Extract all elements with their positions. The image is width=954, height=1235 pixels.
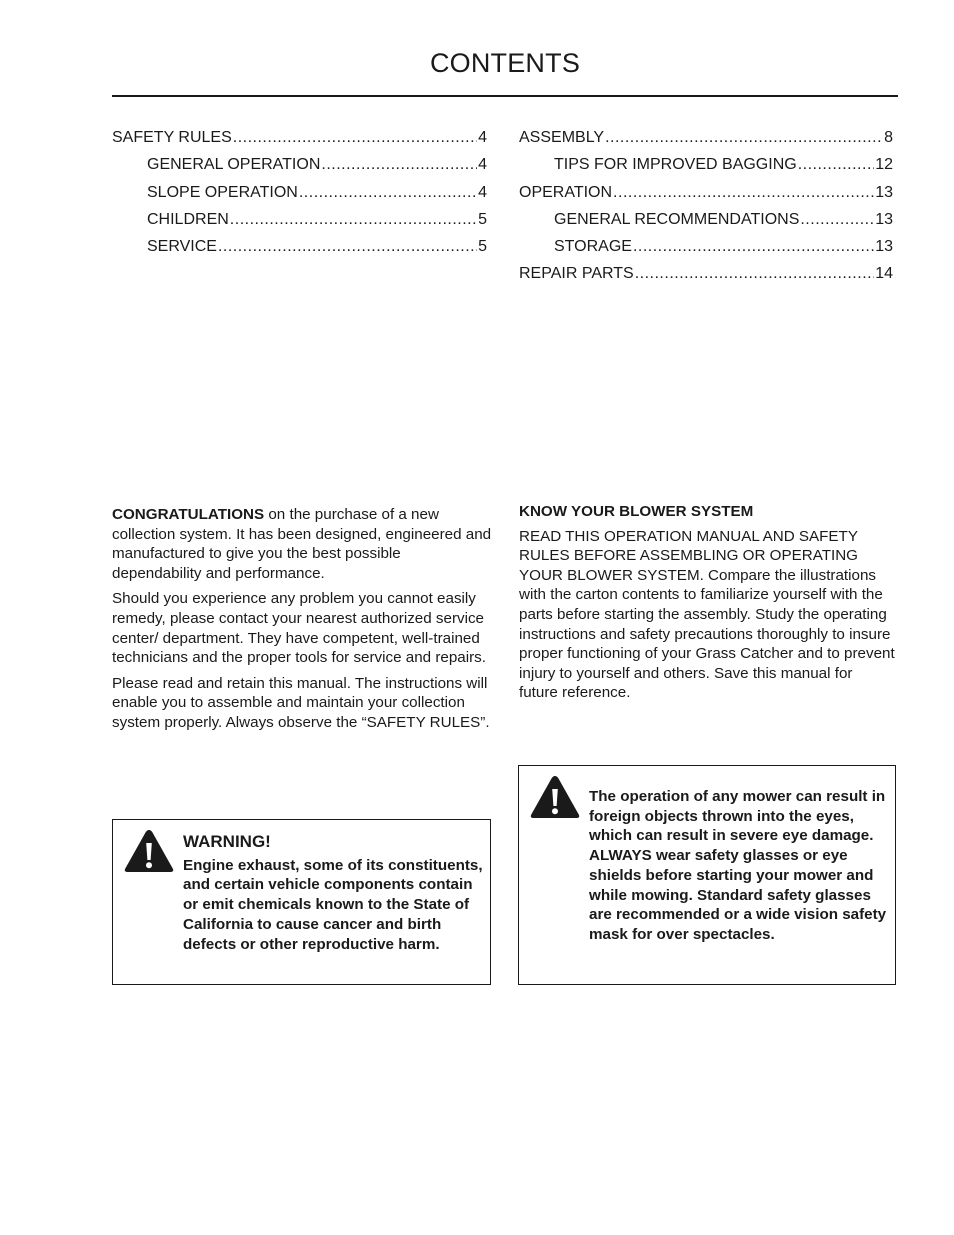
warning-box-exhaust bbox=[112, 819, 491, 985]
warning-text-block bbox=[183, 832, 483, 954]
know-paragraph: READ THIS OPERATION MANUAL AND SAFETY RULES BEFORE ASSEMBLING OR OPERATING YOUR BLOWER SYSTEM. Compare the illustrations with the carton contents to familiarize yourself with the parts before starting the assembly. Study the operating instructions and safety precautions thoroughly to insure proper functioning of your Grass Catcher and to prevent injury to yourself and others. Save this manual for future reference. bbox=[519, 527, 895, 702]
toc-leader-dots bbox=[635, 265, 875, 283]
warning-triangle-icon bbox=[529, 774, 581, 825]
toc-leader-dots bbox=[798, 156, 875, 174]
toc-leader-dots bbox=[605, 129, 883, 147]
toc-entry-label: GENERAL RECOMMENDATIONS bbox=[554, 210, 800, 228]
toc-leader-dots bbox=[613, 184, 874, 202]
toc-entry-label: STORAGE bbox=[554, 238, 632, 256]
toc-entry-label: GENERAL OPERATION bbox=[147, 156, 321, 174]
toc-right-column bbox=[519, 129, 893, 293]
toc-entry[interactable] bbox=[519, 129, 893, 156]
intro-lead: CONGRATULATIONS bbox=[112, 506, 265, 523]
toc-entry-page: 5 bbox=[478, 238, 487, 256]
warning-box-eye-safety bbox=[518, 765, 896, 985]
warning-message: Engine exhaust, some of its constituents, and certain vehicle components contain or emit chemicals known to the State of California to cause cancer and birth defects or other reproductive harm. bbox=[183, 856, 483, 953]
toc-entry-page: 12 bbox=[875, 156, 893, 174]
toc-entry-page: 13 bbox=[875, 210, 893, 228]
toc-entry-label: SERVICE bbox=[147, 238, 217, 256]
title-divider bbox=[112, 95, 898, 97]
intro-section bbox=[112, 505, 492, 739]
toc-entry-label: OPERATION bbox=[519, 183, 613, 201]
intro-lead-rest: on the purchase of a new collection system. It has been designed, engineered and manufactured to give you the best possible dependability and performance. bbox=[112, 506, 492, 582]
toc-entry-label: SAFETY RULES bbox=[112, 129, 232, 146]
toc-entry-page: 4 bbox=[478, 156, 487, 174]
toc-entry-label: REPAIR PARTS bbox=[519, 265, 634, 283]
toc-entry-page: 4 bbox=[478, 129, 487, 146]
toc-entry[interactable] bbox=[112, 184, 487, 211]
warning-triangle-icon bbox=[123, 828, 175, 879]
toc-entry-page: 13 bbox=[875, 183, 893, 201]
intro-paragraph: Should you experience any problem you cannot easily remedy, please contact your nearest authorized service center/ department. They have competent, well-trained technicians and the proper tools for service and repairs. bbox=[112, 590, 486, 667]
page-title: CONTENTS bbox=[429, 48, 581, 78]
toc-entry[interactable] bbox=[519, 265, 893, 292]
know-section bbox=[519, 502, 895, 709]
toc-entry[interactable] bbox=[112, 211, 487, 238]
toc-entry-label: TIPS FOR IMPROVED BAGGING bbox=[554, 156, 797, 174]
toc-leader-dots bbox=[218, 238, 477, 256]
intro-paragraph: Please read and retain this manual. The instructions will enable you to assemble and maintain your collection system properly. Always observe the “SAFETY RULES”. bbox=[112, 674, 490, 731]
toc-leader-dots bbox=[633, 238, 874, 256]
toc-left-column bbox=[112, 129, 487, 265]
toc-entry-label: ASSEMBLY bbox=[519, 129, 605, 146]
toc-leader-dots bbox=[321, 156, 477, 174]
toc-entry-label: SLOPE OPERATION bbox=[147, 183, 298, 201]
toc-entry-page: 13 bbox=[875, 238, 893, 256]
toc-entry-page: 4 bbox=[478, 183, 487, 201]
toc-entry[interactable] bbox=[519, 184, 893, 211]
intro-paragraph bbox=[112, 505, 492, 583]
toc-leader-dots bbox=[233, 129, 477, 147]
toc-entry-page: 14 bbox=[875, 265, 893, 283]
toc-entry[interactable] bbox=[112, 129, 487, 156]
warning-message: The operation of any mower can result in foreign objects thrown into the eyes, which can result in severe eye damage. ALWAYS wear safety glasses or eye shields before starting your mower and while mowing. Standard safety glasses are recommended or a wide vision safety mask for over spectacles. bbox=[589, 788, 887, 943]
toc-entry[interactable] bbox=[519, 156, 893, 183]
toc-leader-dots bbox=[800, 211, 874, 229]
toc-entry-page: 8 bbox=[884, 129, 893, 146]
warning-title: WARNING! bbox=[183, 832, 271, 851]
toc-entry[interactable] bbox=[519, 211, 893, 238]
toc-entry-label: CHILDREN bbox=[147, 210, 229, 228]
toc-entry[interactable] bbox=[112, 238, 487, 265]
toc-leader-dots bbox=[230, 211, 477, 229]
toc-leader-dots bbox=[299, 184, 477, 202]
know-heading: KNOW YOUR BLOWER SYSTEM bbox=[519, 503, 754, 520]
toc-entry-page: 5 bbox=[478, 210, 487, 228]
toc-entry[interactable] bbox=[112, 156, 487, 183]
toc-entry[interactable] bbox=[519, 238, 893, 265]
